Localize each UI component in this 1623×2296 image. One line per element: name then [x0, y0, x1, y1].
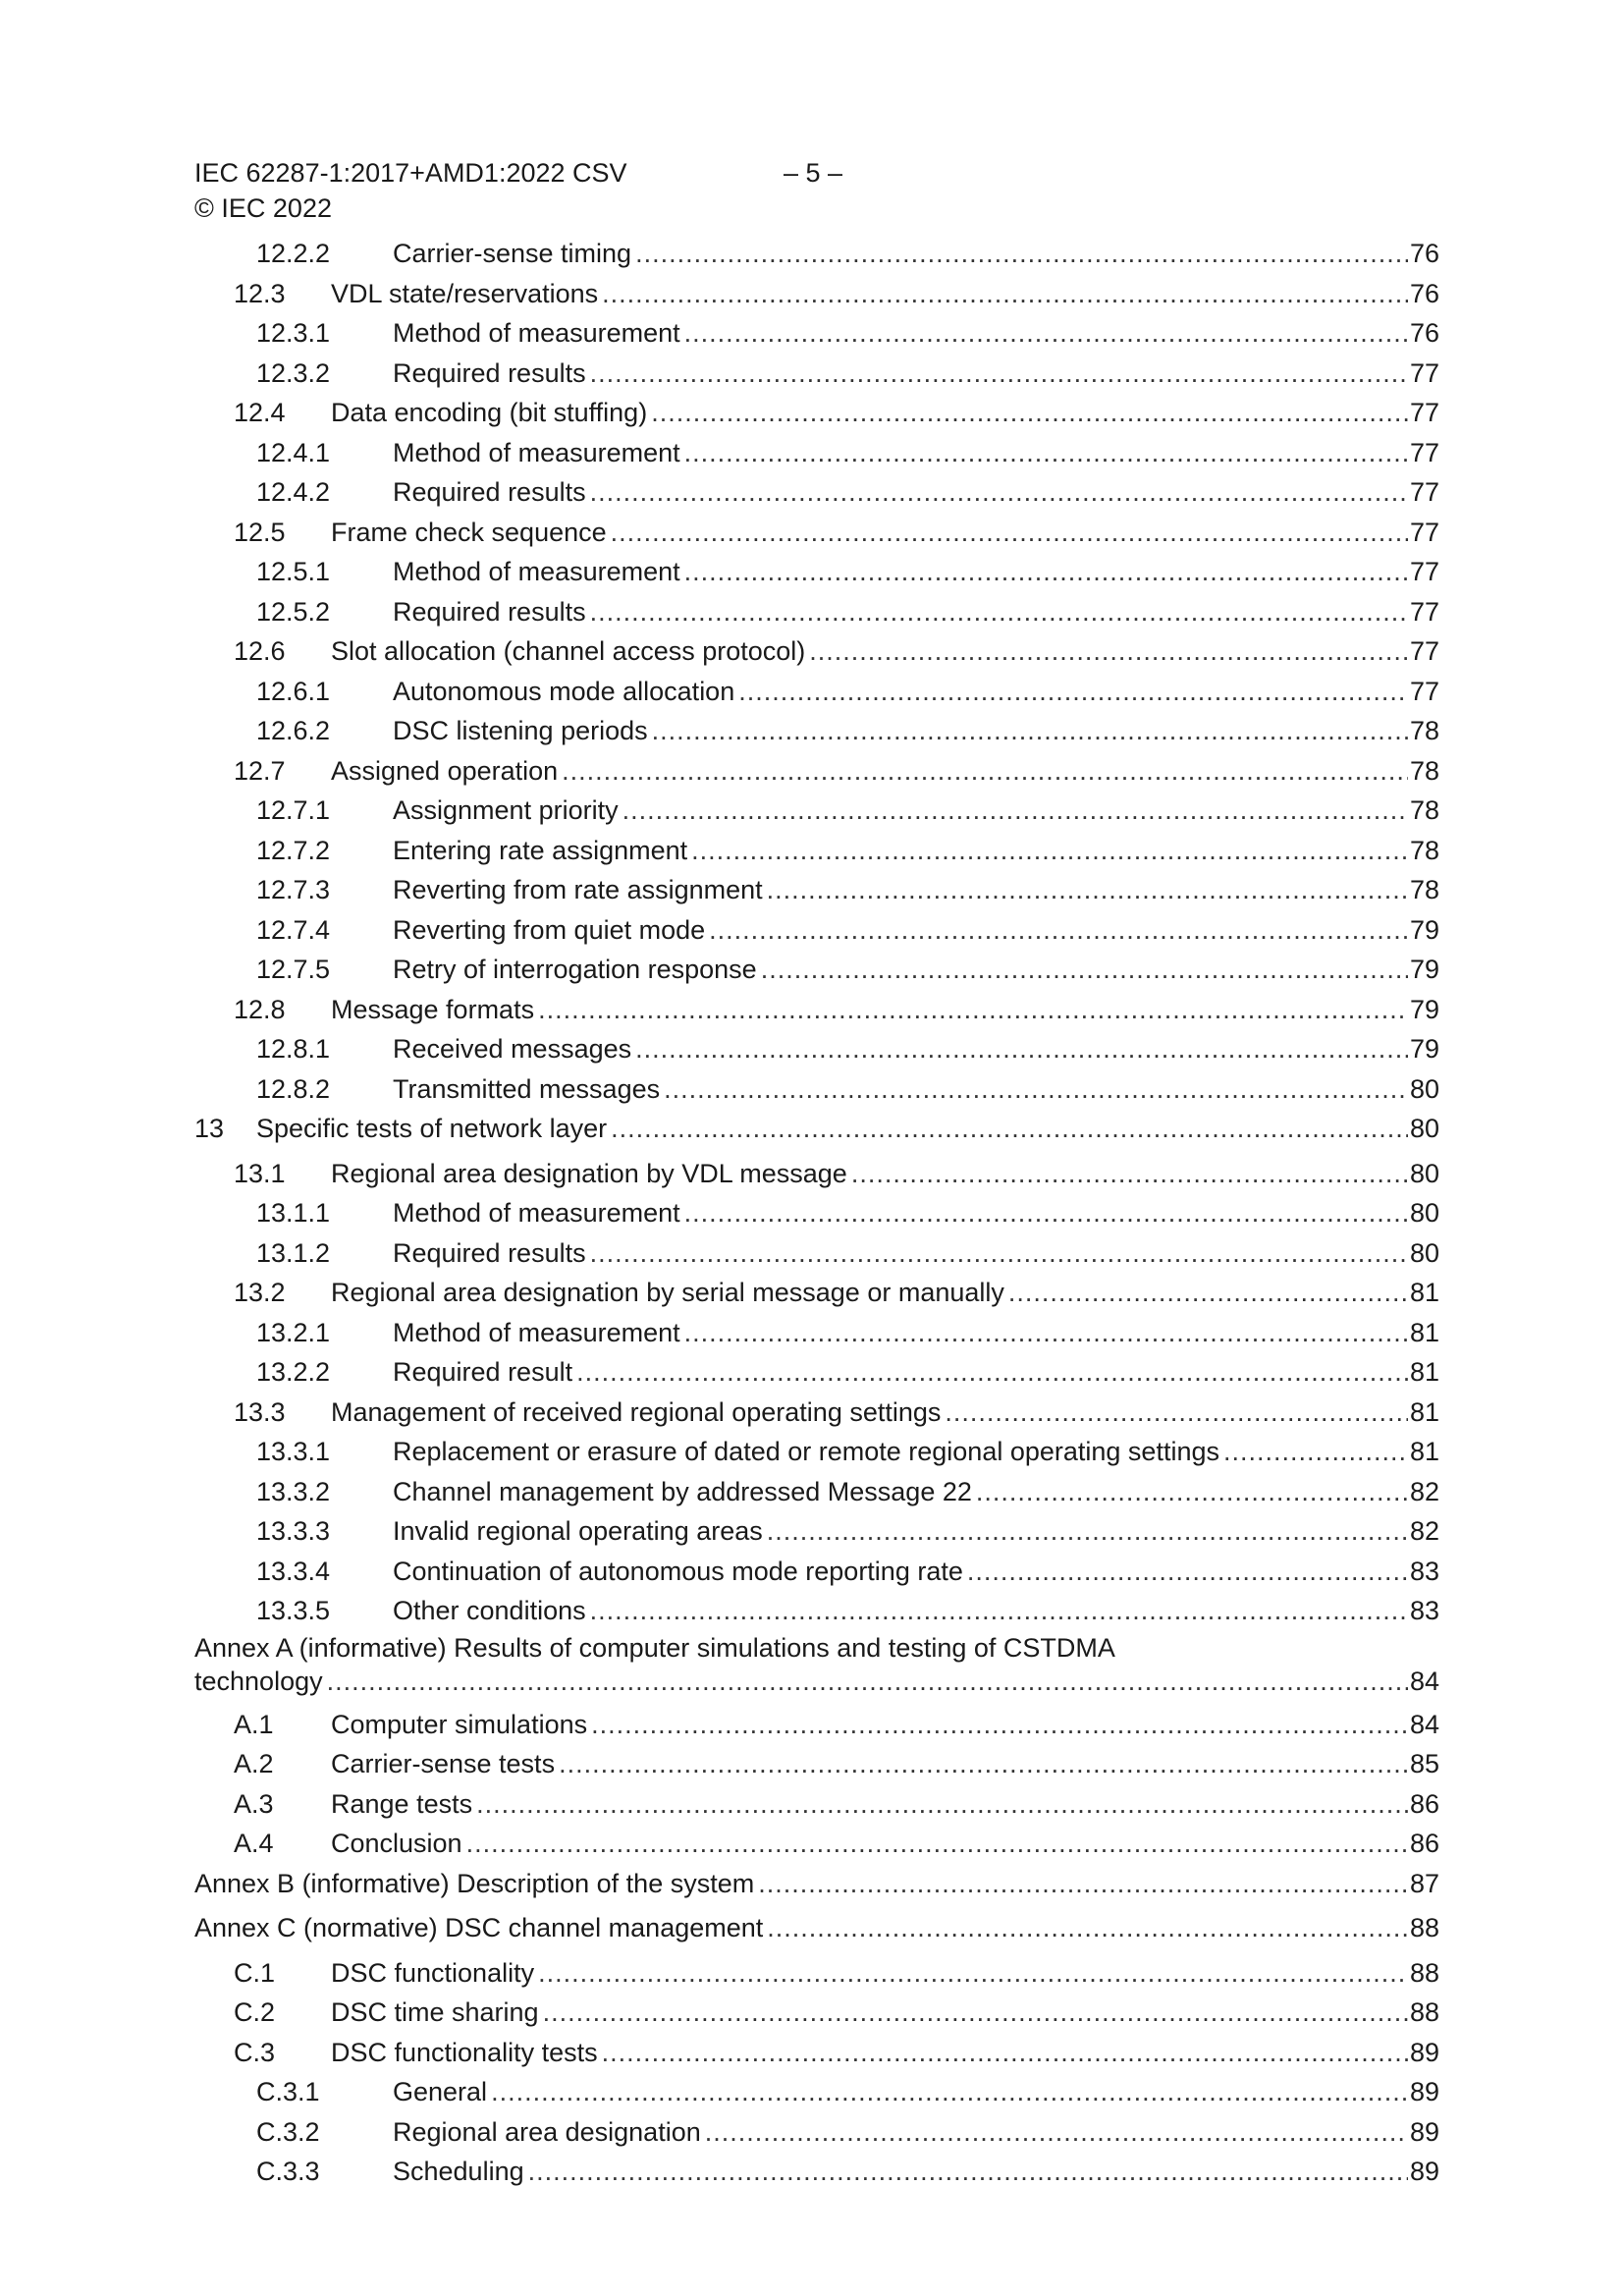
toc-entry[interactable]: [194, 433, 1439, 473]
toc-row: [256, 1029, 1439, 1069]
toc-title: Method of measurement: [393, 318, 680, 348]
toc-title: Retry of interrogation response: [393, 955, 757, 984]
toc-page-number: 80: [1409, 1114, 1439, 1143]
toc-leader-dots: [590, 354, 1408, 394]
toc-leader-dots: [761, 950, 1408, 990]
toc-row: [256, 1313, 1439, 1353]
toc-entry[interactable]: [194, 1109, 1439, 1149]
toc-entry[interactable]: [194, 1069, 1439, 1110]
toc-page-number: 81: [1409, 1396, 1439, 1427]
annex-b-title: Annex B (informative) Description of the system: [194, 1868, 755, 1898]
toc-title: Method of measurement: [393, 1198, 680, 1228]
toc-row: [234, 1824, 1439, 1864]
toc-entry[interactable]: [194, 1705, 1439, 1745]
toc-page-number: 81: [1409, 1317, 1439, 1347]
toc-page-number: 84: [1409, 1709, 1439, 1739]
toc-row: [256, 234, 1439, 274]
toc-page-number: 89: [1409, 2157, 1439, 2186]
toc-page-number: 77: [1409, 596, 1439, 627]
toc-entry[interactable]: [194, 2152, 1439, 2192]
toc-entry[interactable]: [194, 592, 1439, 632]
toc-entry[interactable]: [194, 354, 1439, 394]
toc-row: [234, 990, 1439, 1030]
toc-title: Required results: [393, 596, 586, 627]
toc-entry[interactable]: [194, 234, 1439, 274]
toc-leader-dots: [466, 1824, 1408, 1864]
toc-entry[interactable]: [194, 1993, 1439, 2033]
toc-page-number: 89: [1409, 2037, 1439, 2067]
toc-entry[interactable]: [194, 711, 1439, 751]
toc-number: 12.4: [234, 398, 286, 427]
toc-number: 13: [194, 1114, 225, 1143]
toc-number: C.3: [234, 2037, 276, 2067]
toc-row: [256, 1352, 1439, 1393]
toc-number: 13.3.1: [256, 1437, 331, 1466]
toc-row: [234, 751, 1439, 792]
toc-row: [234, 1705, 1439, 1745]
toc-entry[interactable]: [194, 751, 1439, 792]
toc-page-number: 79: [1409, 914, 1439, 945]
toc-leader-dots: [809, 631, 1408, 672]
toc-leader-dots: [590, 592, 1408, 632]
toc-title: DSC functionality tests: [331, 2037, 598, 2067]
toc-row: [256, 950, 1439, 990]
toc-title: Message formats: [331, 994, 535, 1024]
toc-number: 12.7: [234, 755, 286, 786]
toc-title: Transmitted messages: [393, 1073, 661, 1104]
toc-number: C.2: [234, 1997, 276, 2027]
toc-row: [234, 1993, 1439, 2033]
toc-entry[interactable]: [194, 910, 1439, 951]
toc-entry-annex-a[interactable]: [194, 1631, 1439, 1700]
toc-entry[interactable]: [194, 1432, 1439, 1472]
toc-title: Range tests: [331, 1788, 473, 1819]
toc-page-number: 76: [1409, 239, 1439, 268]
toc-leader-dots: [684, 433, 1408, 473]
toc-row: [256, 910, 1439, 951]
toc-leader-dots: [611, 1109, 1408, 1149]
toc-leader-dots: [691, 831, 1408, 871]
toc-number: 13.2.2: [256, 1357, 331, 1387]
toc-title: Regional area designation: [393, 2116, 701, 2147]
toc-leader-dots: [684, 552, 1408, 592]
toc-title: Computer simulations: [331, 1709, 588, 1739]
toc-title: Conclusion: [331, 1829, 462, 1858]
toc-page-number: 88: [1409, 1957, 1439, 1988]
toc-number: 12.7.1: [256, 795, 331, 825]
toc-number: 12.5.2: [256, 596, 331, 627]
toc-page-number: 79: [1409, 994, 1439, 1024]
toc-row: [256, 831, 1439, 871]
toc-row: [256, 2152, 1439, 2192]
toc-leader-dots: [327, 1665, 1408, 1698]
toc-number: 12.4.2: [256, 477, 331, 507]
toc-title: Regional area designation by VDL message: [331, 1158, 847, 1188]
toc-title: Slot allocation (channel access protocol): [331, 636, 806, 666]
toc-entry[interactable]: [194, 1193, 1439, 1233]
toc-number: 12.8.2: [256, 1073, 331, 1104]
toc-entry-annex-c[interactable]: [194, 1908, 1439, 1948]
toc-leader-dots: [945, 1393, 1408, 1433]
annex-a-title: Annex A (informative) Results of computer simulations and testing of CSTDMA: [194, 1632, 1115, 1663]
toc-page-number: 77: [1409, 636, 1439, 666]
toc-entry[interactable]: [194, 313, 1439, 354]
toc-number: A.2: [234, 1749, 274, 1778]
annex-c-title: Annex C (normative) DSC channel management: [194, 1913, 764, 1942]
toc-entry[interactable]: [194, 1824, 1439, 1864]
toc-title: DSC listening periods: [393, 716, 648, 745]
toc-title: Replacement or erasure of dated or remote regional operating settings: [393, 1437, 1219, 1466]
toc-number: 13.1: [234, 1158, 286, 1188]
toc-title: Specific tests of network layer: [256, 1114, 608, 1143]
toc-number: A.3: [234, 1788, 274, 1819]
toc-row: [234, 1154, 1439, 1194]
toc-page-number: 78: [1409, 835, 1439, 865]
toc-number: 12.5: [234, 517, 286, 547]
toc-leader-dots: [684, 1193, 1408, 1233]
toc-title: Method of measurement: [393, 437, 680, 467]
toc-number: C.1: [234, 1957, 276, 1988]
toc-row: [256, 711, 1439, 751]
toc-entry[interactable]: [194, 1591, 1439, 1631]
toc-title: Data encoding (bit stuffing): [331, 398, 648, 427]
toc-row: [256, 1511, 1439, 1552]
toc-row: [234, 1784, 1439, 1825]
toc-leader-dots: [562, 751, 1408, 792]
toc-entry[interactable]: [194, 1313, 1439, 1353]
toc-number: 12.3.1: [256, 318, 331, 348]
toc-entry[interactable]: [194, 472, 1439, 513]
page-header: [194, 155, 843, 226]
toc-page-number: 85: [1409, 1749, 1439, 1778]
toc-number: 12.8.1: [256, 1034, 331, 1064]
toc-leader-dots: [967, 1552, 1408, 1592]
toc-row: [256, 1432, 1439, 1472]
toc-entry[interactable]: [194, 672, 1439, 712]
toc-leader-dots: [602, 2033, 1408, 2073]
toc-entry[interactable]: [194, 2072, 1439, 2112]
toc-row: [234, 1744, 1439, 1784]
toc-row: [256, 870, 1439, 910]
toc-page-number: 86: [1409, 1788, 1439, 1819]
toc-number: C.3.1: [256, 2077, 320, 2106]
toc-page-number: 89: [1409, 2077, 1439, 2106]
toc-row: [256, 672, 1439, 712]
toc-entry[interactable]: [194, 1154, 1439, 1194]
toc-number: 13.1.1: [256, 1198, 331, 1228]
toc-row: [194, 1908, 1439, 1948]
toc-entry[interactable]: [194, 1352, 1439, 1393]
toc-number: 13.3: [234, 1396, 286, 1427]
toc-number: C.3.3: [256, 2157, 320, 2186]
toc-number: A.1: [234, 1709, 274, 1739]
toc-leader-dots: [576, 1352, 1408, 1393]
toc-row: [234, 1273, 1439, 1313]
toc-title: Received messages: [393, 1034, 632, 1064]
toc-title: Required results: [393, 1237, 586, 1268]
toc-leader-dots: [635, 234, 1408, 274]
toc-row: [256, 592, 1439, 632]
toc-entry[interactable]: [194, 1233, 1439, 1274]
toc-page-number: 88: [1409, 1997, 1439, 2027]
toc-leader-dots: [590, 1591, 1408, 1631]
toc-leader-dots: [622, 791, 1408, 831]
toc-row: [256, 1069, 1439, 1110]
toc-page-number: 81: [1409, 1357, 1439, 1387]
toc-number: 12.8: [234, 994, 286, 1024]
toc-page-number: 77: [1409, 517, 1439, 547]
table-of-contents: [194, 234, 1439, 2192]
toc-title: Regional area designation by serial message or manually: [331, 1278, 1004, 1307]
annex-a-title-cont: technology: [194, 1666, 323, 1696]
toc-row: [256, 313, 1439, 354]
toc-number: 12.7.3: [256, 875, 331, 904]
toc-title: Entering rate assignment: [393, 835, 688, 865]
toc-title: Reverting from rate assignment: [393, 875, 763, 904]
toc-entry[interactable]: [194, 1393, 1439, 1433]
toc-entry[interactable]: [194, 2033, 1439, 2073]
toc-page-number: 88: [1409, 1913, 1439, 1942]
toc-row: [234, 274, 1439, 314]
toc-leader-dots: [1008, 1273, 1408, 1313]
toc-page-number: 82: [1409, 1476, 1439, 1506]
toc-entry[interactable]: [194, 1511, 1439, 1552]
toc-page-number: 89: [1409, 2116, 1439, 2147]
toc-leader-dots: [476, 1784, 1408, 1825]
toc-title: Assignment priority: [393, 795, 619, 825]
toc-page-number: 78: [1409, 716, 1439, 745]
toc-title: Other conditions: [393, 1596, 586, 1625]
page-number: – 5 –: [784, 158, 843, 188]
toc-page-number: 82: [1409, 1516, 1439, 1546]
toc-number: 12.6.2: [256, 716, 331, 745]
document-id: IEC 62287-1:2017+AMD1:2022 CSV: [194, 158, 627, 188]
toc-entry[interactable]: [194, 1744, 1439, 1784]
toc-leader-dots: [543, 1993, 1408, 2033]
toc-number: 13.2: [234, 1278, 286, 1307]
toc-leader-dots: [767, 1511, 1408, 1552]
toc-row: [256, 2072, 1439, 2112]
toc-leader-dots: [590, 472, 1408, 513]
toc-row: [234, 513, 1439, 553]
toc-page-number: 87: [1409, 1868, 1439, 1898]
toc-title: Required results: [393, 357, 586, 388]
toc-title: Frame check sequence: [331, 517, 607, 547]
toc-title: Required result: [393, 1357, 573, 1387]
toc-row: [256, 1591, 1439, 1631]
toc-title: Reverting from quiet mode: [393, 914, 706, 945]
toc-page-number: 80: [1409, 1237, 1439, 1268]
toc-row: [256, 2112, 1439, 2153]
toc-leader-dots: [652, 711, 1408, 751]
toc-leader-dots: [611, 513, 1408, 553]
toc-number: 12.2.2: [256, 239, 331, 268]
toc-title: Autonomous mode allocation: [393, 676, 735, 706]
toc-number: 12.7.2: [256, 835, 331, 865]
copyright: © IEC 2022: [194, 193, 332, 223]
toc-row: [234, 2033, 1439, 2073]
toc-title: Carrier-sense tests: [331, 1749, 556, 1778]
toc-title: Continuation of autonomous mode reporting rate: [393, 1556, 963, 1586]
toc-leader-dots: [591, 1705, 1408, 1745]
toc-leader-dots: [602, 274, 1408, 314]
toc-row: [256, 1233, 1439, 1274]
toc-number: 13.1.2: [256, 1237, 331, 1268]
toc-leader-dots: [976, 1472, 1408, 1512]
toc-leader-dots: [664, 1069, 1408, 1110]
toc-number: 12.6.1: [256, 676, 331, 706]
toc-page-number: 78: [1409, 755, 1439, 786]
toc-page-number: 80: [1409, 1073, 1439, 1104]
toc-page-number: 84: [1409, 1666, 1439, 1696]
toc-leader-dots: [528, 2152, 1408, 2192]
toc-entry[interactable]: [194, 2112, 1439, 2153]
toc-entry[interactable]: [194, 274, 1439, 314]
toc-leader-dots: [684, 313, 1408, 354]
toc-page-number: 81: [1409, 1278, 1439, 1307]
toc-number: 12.5.1: [256, 557, 331, 586]
toc-page-number: 79: [1409, 955, 1439, 984]
toc-page-number: 76: [1409, 278, 1439, 308]
toc-page-number: 78: [1409, 795, 1439, 825]
toc-row: [234, 393, 1439, 433]
toc-title: Invalid regional operating areas: [393, 1516, 763, 1546]
toc-entry[interactable]: [194, 552, 1439, 592]
toc-leader-dots: [767, 870, 1408, 910]
toc-title: VDL state/reservations: [331, 278, 599, 308]
toc-leader-dots: [684, 1313, 1408, 1353]
toc-page-number: 78: [1409, 875, 1439, 904]
toc-row: [256, 791, 1439, 831]
toc-entry[interactable]: [194, 1953, 1439, 1994]
toc-leader-dots: [635, 1029, 1408, 1069]
toc-page-number: 80: [1409, 1198, 1439, 1228]
toc-entry[interactable]: [194, 1029, 1439, 1069]
toc-title: Required results: [393, 477, 586, 507]
toc-page-number: 76: [1409, 318, 1439, 348]
toc-row: [234, 1953, 1439, 1994]
toc-row: [256, 1552, 1439, 1592]
toc-entry[interactable]: [194, 1784, 1439, 1825]
toc-entry[interactable]: [194, 950, 1439, 990]
toc-number: 12.6: [234, 636, 286, 666]
toc-entry[interactable]: [194, 1273, 1439, 1313]
toc-number: 13.3.5: [256, 1596, 331, 1625]
toc-title: Method of measurement: [393, 557, 680, 586]
toc-leader-dots: [538, 1953, 1408, 1994]
toc-entry[interactable]: [194, 870, 1439, 910]
toc-page-number: 77: [1409, 557, 1439, 586]
toc-number: 12.3.2: [256, 357, 331, 388]
toc-number: 13.3.2: [256, 1476, 331, 1506]
toc-page-number: 77: [1409, 676, 1439, 706]
toc-title: Management of received regional operating settings: [331, 1396, 942, 1427]
toc-page-number: 80: [1409, 1158, 1439, 1188]
toc-entry[interactable]: [194, 791, 1439, 831]
toc-row: [234, 1393, 1439, 1433]
toc-page-number: 86: [1409, 1829, 1439, 1858]
toc-entry[interactable]: [194, 990, 1439, 1030]
toc-number: C.3.2: [256, 2116, 320, 2147]
toc-title: General: [393, 2077, 488, 2106]
toc-row: [256, 433, 1439, 473]
toc-leader-dots: [705, 2112, 1408, 2153]
toc-leader-dots: [738, 672, 1408, 712]
toc-row: [256, 472, 1439, 513]
toc-title: Method of measurement: [393, 1317, 680, 1347]
toc-row: [256, 354, 1439, 394]
toc-leader-dots: [559, 1744, 1408, 1784]
toc-number: A.4: [234, 1829, 274, 1858]
toc-title: Channel management by addressed Message 22: [393, 1476, 972, 1506]
toc-entry-annex-b[interactable]: [194, 1864, 1439, 1904]
toc-number: 12.7.4: [256, 914, 331, 945]
toc-row: [256, 1472, 1439, 1512]
toc-leader-dots: [758, 1864, 1408, 1904]
toc-page-number: 79: [1409, 1034, 1439, 1064]
toc-page-number: 77: [1409, 398, 1439, 427]
toc-row: [256, 1193, 1439, 1233]
toc-leader-dots: [538, 990, 1408, 1030]
toc-entry[interactable]: [194, 1472, 1439, 1512]
toc-row: [194, 1665, 1439, 1698]
toc-title: Carrier-sense timing: [393, 239, 632, 268]
toc-title: Scheduling: [393, 2157, 524, 2186]
toc-page-number: 83: [1409, 1556, 1439, 1586]
toc-number: 13.2.1: [256, 1317, 331, 1347]
toc-leader-dots: [651, 393, 1408, 433]
toc-number: 13.3.3: [256, 1516, 331, 1546]
toc-leader-dots: [491, 2072, 1408, 2112]
toc-leader-dots: [1223, 1432, 1408, 1472]
toc-row: [234, 631, 1439, 672]
toc-number: 12.4.1: [256, 437, 331, 467]
toc-entry[interactable]: [194, 1552, 1439, 1592]
toc-title: DSC functionality: [331, 1957, 535, 1988]
toc-leader-dots: [851, 1154, 1408, 1194]
toc-title: Assigned operation: [331, 755, 559, 786]
toc-page-number: 83: [1409, 1596, 1439, 1625]
toc-page-number: 77: [1409, 357, 1439, 388]
toc-entry[interactable]: [194, 631, 1439, 672]
toc-number: 12.3: [234, 278, 286, 308]
toc-row: [194, 1864, 1439, 1904]
toc-leader-dots: [709, 910, 1408, 951]
toc-entry[interactable]: [194, 393, 1439, 433]
toc-leader-dots: [590, 1233, 1408, 1274]
toc-title: DSC time sharing: [331, 1997, 539, 2027]
toc-entry[interactable]: [194, 513, 1439, 553]
toc-number: 13.3.4: [256, 1556, 331, 1586]
toc-page-number: 77: [1409, 437, 1439, 467]
toc-row: [256, 552, 1439, 592]
toc-leader-dots: [767, 1908, 1408, 1948]
toc-row: [194, 1109, 1439, 1149]
toc-entry[interactable]: [194, 831, 1439, 871]
toc-page-number: 77: [1409, 477, 1439, 507]
toc-number: 12.7.5: [256, 955, 331, 984]
toc-page-number: 81: [1409, 1437, 1439, 1466]
